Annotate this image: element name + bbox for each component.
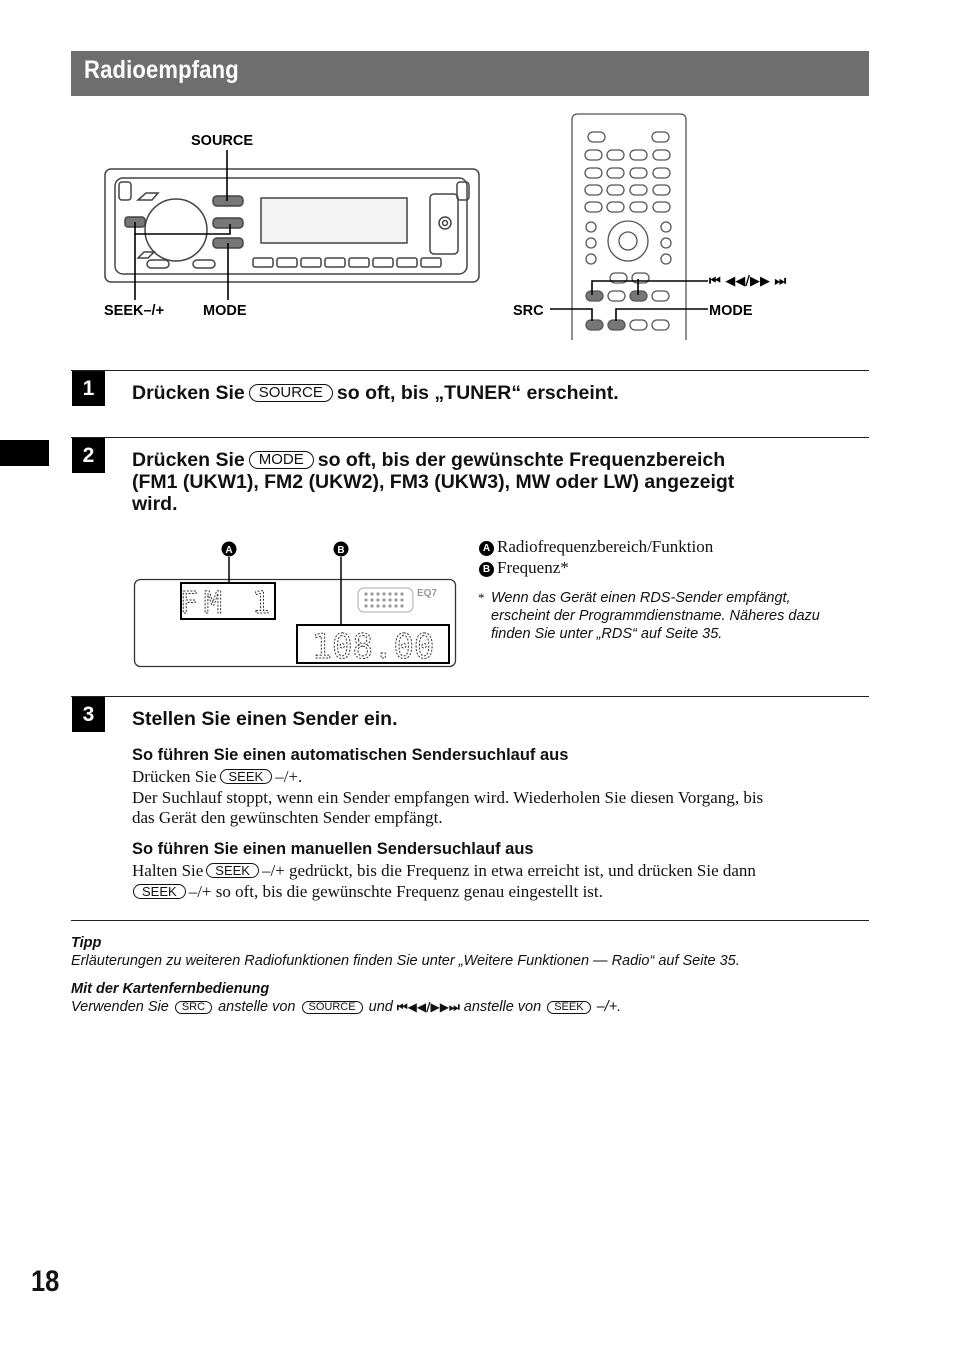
step-divider [71, 696, 869, 697]
step-2-pre: Drücken Sie [132, 449, 245, 471]
auto-desc: das Gerät den gewünschten Sender empfängt. [132, 808, 443, 827]
card-text: anstelle von [463, 999, 542, 1015]
step-divider [71, 437, 869, 438]
source-label: SOURCE [191, 133, 254, 149]
footnote-line: erscheint der Programmdienstname. Näheres dazu [491, 608, 820, 624]
card-text: Verwenden Sie [71, 999, 169, 1015]
step-2-line3: wird. [132, 493, 178, 515]
card-remote-heading: Mit der Kartenfernbedienung [71, 981, 270, 997]
manual-mid: –/+ gedrückt, bis die Frequenz in etwa erreicht ist, und drücken Sie dann [261, 861, 756, 880]
display-illustration [130, 538, 460, 670]
seek-label: SEEK–/+ [104, 303, 165, 319]
callout-a: A [225, 545, 233, 556]
remote-mode-label: MODE [709, 303, 753, 319]
band-readout: FM 1 [179, 586, 277, 621]
auto-pre: Drücken Sie [132, 767, 217, 786]
legend-a-marker: A [479, 541, 494, 556]
chapter-tab [0, 440, 49, 466]
card-text: anstelle von [218, 999, 296, 1015]
page-number: 18 [31, 1265, 60, 1298]
legend-b-text: Frequenz* [497, 557, 569, 577]
card-remote-illustration [572, 114, 686, 340]
footnote-mark: * [478, 590, 485, 605]
step-number: 3 [72, 697, 105, 732]
frequency-readout: 108.00 [311, 627, 435, 667]
step-2-line2: (FM1 (UKW1), FM2 (UKW2), FM3 (UKW3), MW oder LW) angezeigt [132, 471, 735, 493]
skip-label: ⏮ ◀◀/▶▶ ⏭ [709, 274, 787, 289]
footnote-line: finden Sie unter „RDS“ auf Seite 35. [491, 626, 723, 642]
step-3-instruction: Stellen Sie einen Sender ein. [132, 708, 398, 730]
auto-seek-body [132, 767, 867, 829]
controls-diagram [95, 110, 855, 345]
manual-post: –/+ so oft, bis die gewünschte Frequenz genau eingestellt ist. [188, 881, 603, 901]
auto-seek-heading: So führen Sie einen automatischen Sendersuchlauf aus [132, 746, 569, 764]
step-divider [71, 370, 869, 371]
section-title: Radioempfang [84, 56, 239, 84]
manual-seek-heading: So führen Sie einen manuellen Sendersuchlauf aus [132, 840, 534, 858]
card-remote-text [71, 998, 861, 1016]
step-2-instruction [132, 449, 862, 515]
src-label: SRC [513, 303, 544, 319]
step-1-pre: Drücken Sie [132, 382, 245, 404]
card-text: –/+. [596, 999, 622, 1015]
step-number: 2 [72, 438, 105, 473]
rds-footnote [491, 589, 871, 643]
step-number: 1 [72, 371, 105, 406]
manual-seek-body [132, 861, 867, 902]
step-2-post: so oft, bis der gewünschte Frequenzbereich [317, 449, 726, 471]
seek-key: SEEK [220, 769, 273, 784]
manual-pre: Halten Sie [132, 861, 204, 880]
auto-post: –/+. [275, 767, 303, 786]
src-key: SRC [175, 1001, 212, 1014]
card-text: und [368, 999, 393, 1015]
callout-b: B [337, 545, 345, 556]
eq-indicator: EQ7 [417, 588, 438, 599]
tip-text: Erläuterungen zu weiteren Radiofunktionen finden Sie unter „Weitere Funktionen — Radio“ auf Seite 35. [71, 953, 740, 969]
mode-label: MODE [203, 303, 247, 319]
legend-a-text: Radiofrequenzbereich/Funktion [497, 537, 714, 556]
step-1-post: so oft, bis „TUNER“ erscheint. [336, 382, 619, 404]
seek-key: SEEK [547, 1001, 590, 1014]
source-key: SOURCE [302, 1001, 363, 1014]
legend-b-marker: B [479, 562, 494, 577]
step-1-instruction [132, 382, 862, 404]
skip-buttons-icon: ⏮◀◀/▶▶⏭ [396, 1000, 460, 1014]
mode-key: MODE [249, 451, 314, 469]
seek-key: SEEK [133, 884, 186, 899]
tip-heading: Tipp [71, 935, 102, 951]
source-key: SOURCE [249, 384, 333, 402]
footnote-line: Wenn das Gerät einen RDS-Sender empfängt, [491, 590, 791, 606]
auto-desc: Der Suchlauf stoppt, wenn ein Sender empfangen wird. Wiederholen Sie diesen Vorgang, bis [132, 787, 764, 807]
seek-key: SEEK [206, 863, 259, 878]
tips-divider [71, 920, 869, 921]
display-legend [479, 537, 869, 578]
head-unit-illustration [105, 169, 479, 282]
